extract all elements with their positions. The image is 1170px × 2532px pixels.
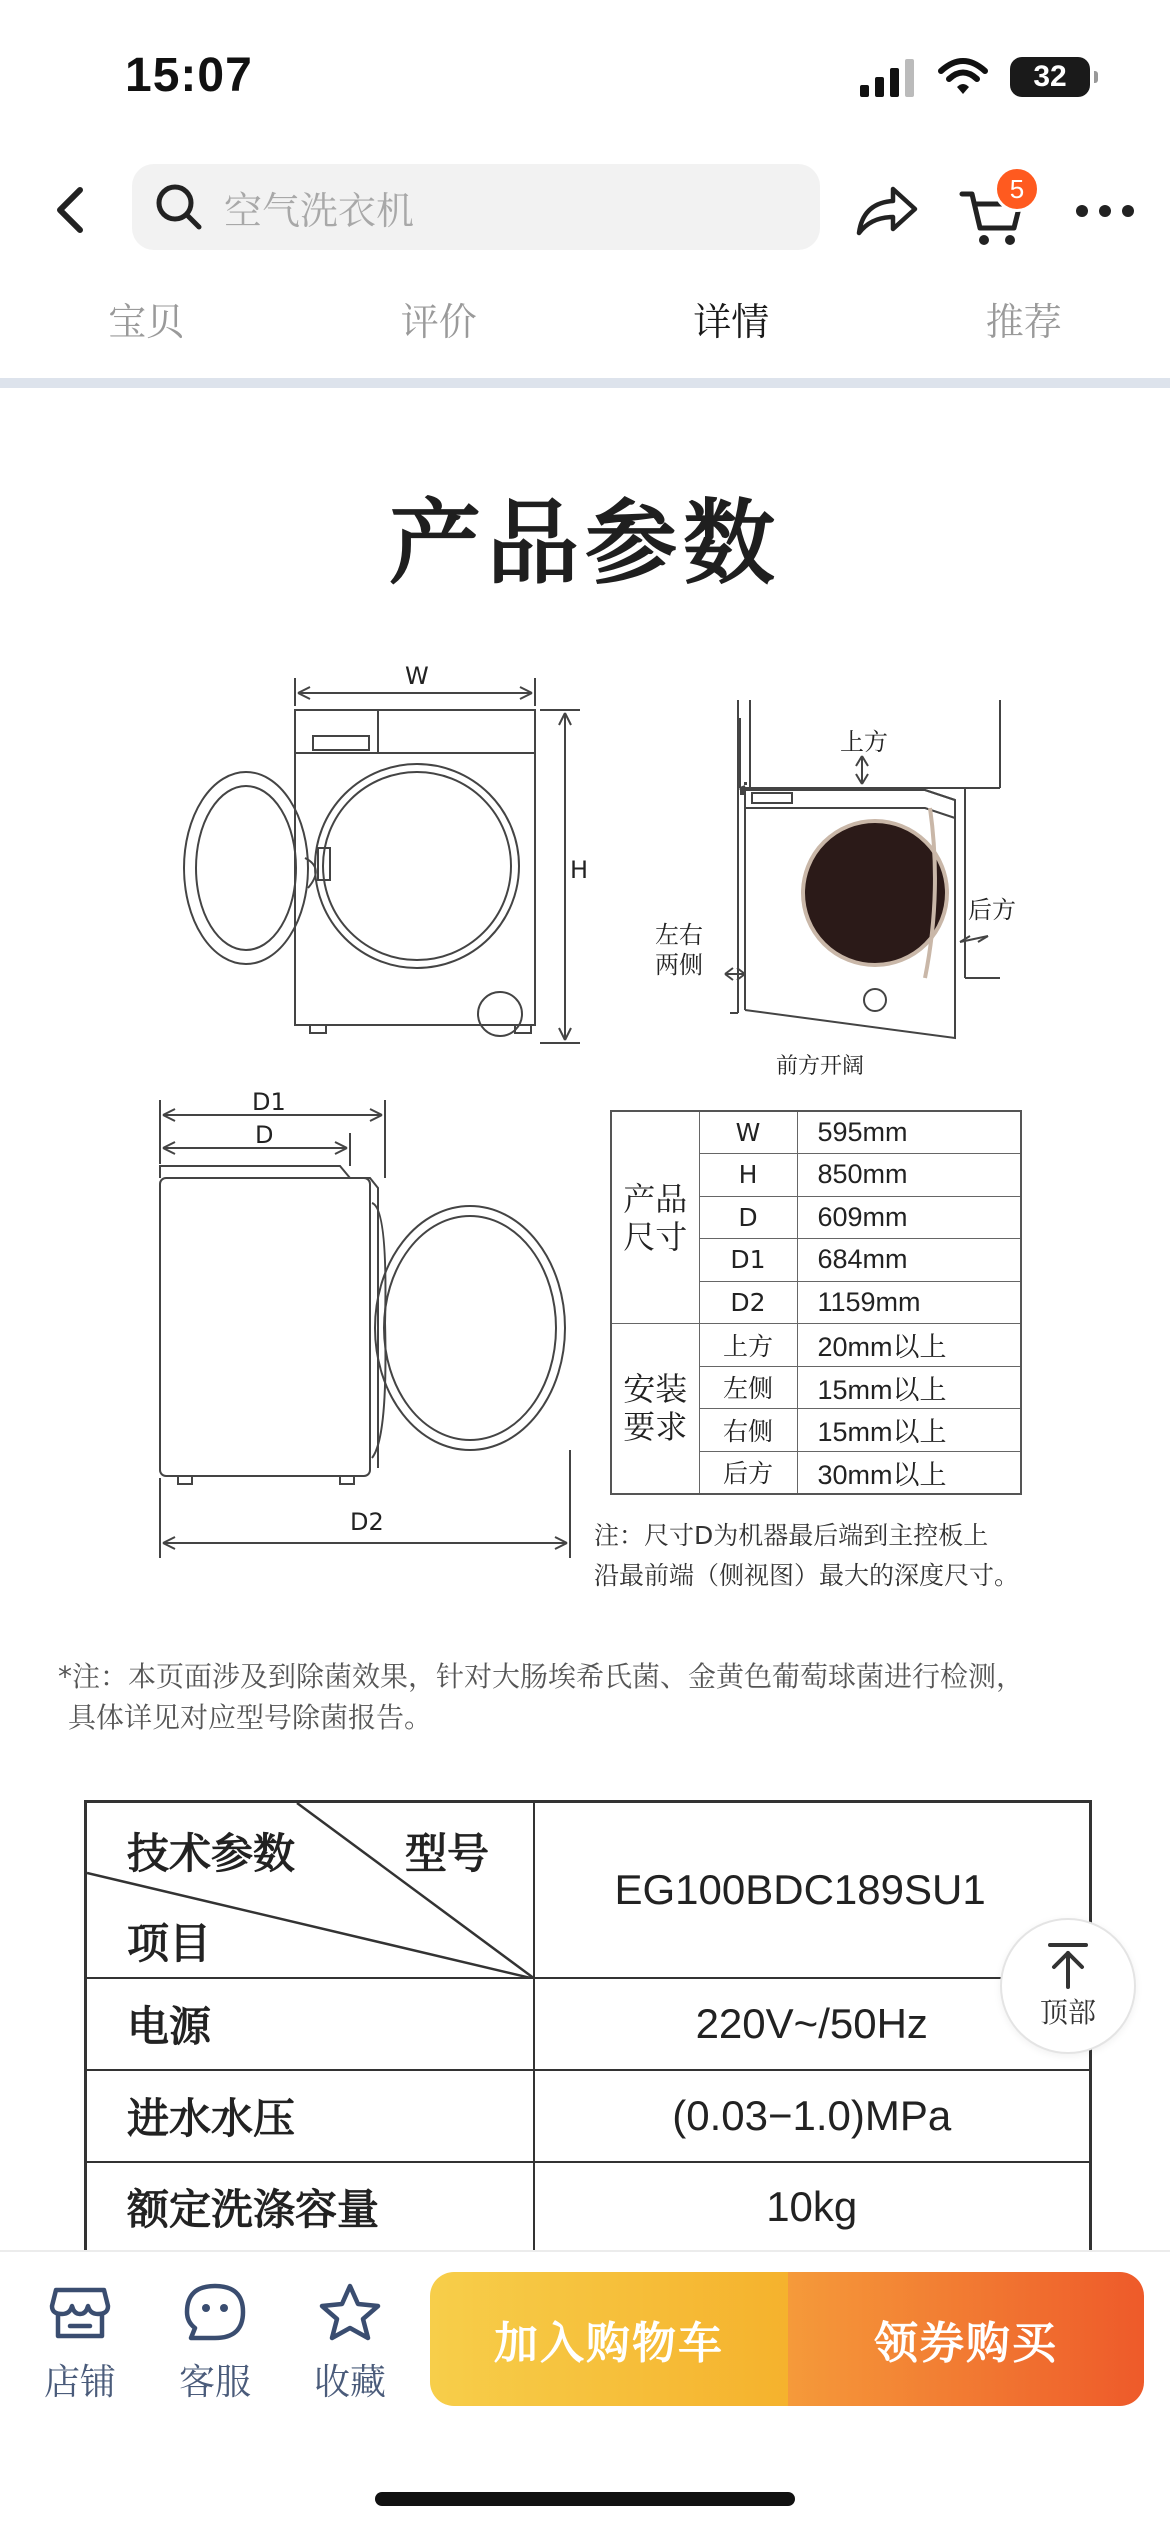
more-button[interactable] xyxy=(1070,186,1140,236)
search-icon xyxy=(154,182,204,232)
label-d1: D1 xyxy=(252,1088,286,1116)
customer-service-button[interactable] xyxy=(155,2282,275,2405)
row-label: 电源 xyxy=(86,1978,534,2070)
spec-key: D xyxy=(699,1196,797,1239)
scroll-to-top-label: 顶部 xyxy=(1039,1996,1096,2029)
tech-spec-table xyxy=(84,1800,1092,2250)
page-title: 产品参数 xyxy=(388,490,781,597)
back-button[interactable] xyxy=(40,180,100,240)
top-nav xyxy=(0,160,1170,260)
shop-label: 店铺 xyxy=(43,2362,116,2403)
dimension-note xyxy=(594,1516,1034,1596)
label-back: 后方 xyxy=(968,896,1016,924)
search-placeholder: 空气洗衣机 xyxy=(224,188,415,233)
favorite-label: 收藏 xyxy=(313,2362,386,2403)
install-group-label: 安装 要求 xyxy=(611,1324,699,1494)
tab-divider xyxy=(0,378,1170,388)
tab-details[interactable]: 详情 xyxy=(693,300,770,344)
status-icons xyxy=(860,52,1090,102)
customer-service-label: 客服 xyxy=(178,2362,251,2403)
disclaimer-line: *注：本页面涉及到除菌效果，针对大肠埃希氏菌、金黄色葡萄球菌进行检测， xyxy=(58,1660,1025,1693)
bottom-action-bar xyxy=(0,2250,1170,2532)
spec-value: 609mm xyxy=(797,1196,1021,1239)
home-indicator xyxy=(375,2492,795,2506)
label-h: H xyxy=(570,856,589,884)
table-header-cell xyxy=(86,1802,534,1978)
purchase-actions xyxy=(430,2272,1144,2406)
spec-key: 上方 xyxy=(699,1324,797,1367)
spec-value: 20mm以上 xyxy=(797,1324,1021,1367)
battery-level: 32 xyxy=(1033,60,1067,93)
label-sides-2: 两侧 xyxy=(655,951,703,979)
size-group-label: 产品 尺寸 xyxy=(611,1111,699,1324)
signal-icon xyxy=(860,57,916,97)
header-param: 技术参数 xyxy=(127,1829,296,1878)
tab-recommend[interactable]: 推荐 xyxy=(985,300,1062,344)
cart-count-badge: 5 xyxy=(994,166,1040,212)
note-line: 注：尺寸D为机器最后端到主控板上 xyxy=(594,1521,989,1550)
spec-value: 15mm以上 xyxy=(797,1409,1021,1452)
header-item: 项目 xyxy=(127,1919,212,1968)
favorite-button[interactable] xyxy=(290,2282,410,2405)
row-label: 额定洗涤容量 xyxy=(86,2162,534,2251)
label-w: W xyxy=(405,662,429,690)
more-icon xyxy=(1075,204,1135,218)
coupon-buy-button[interactable]: 领券购买 xyxy=(788,2272,1144,2406)
row-value: 220V~/50Hz xyxy=(534,1978,1091,2070)
header-model: 型号 xyxy=(405,1829,490,1878)
scroll-to-top-button[interactable] xyxy=(1000,1918,1136,2054)
shop-icon xyxy=(48,2282,112,2342)
label-top: 上方 xyxy=(840,728,888,756)
share-button[interactable] xyxy=(852,176,922,246)
table-header-row xyxy=(86,1802,1091,1978)
star-icon xyxy=(318,2282,382,2342)
tab-reviews[interactable]: 评价 xyxy=(400,300,477,344)
table-row xyxy=(86,2070,1091,2162)
spec-key: 左侧 xyxy=(699,1366,797,1409)
spec-value: 850mm xyxy=(797,1154,1021,1197)
status-time: 15:07 xyxy=(125,49,253,102)
spec-value: 595mm xyxy=(797,1111,1021,1154)
label-front: 前方开阔 xyxy=(776,1054,865,1079)
sterilization-disclaimer xyxy=(58,1656,1138,1738)
spec-key: D2 xyxy=(699,1281,797,1324)
section-tabs xyxy=(0,282,1170,362)
cart-button[interactable] xyxy=(958,172,1038,252)
label-sides-1: 左右 xyxy=(655,921,703,949)
battery-icon xyxy=(1010,57,1090,97)
spec-key: D1 xyxy=(699,1239,797,1282)
chat-smile-icon xyxy=(183,2282,247,2342)
note-line: 沿最前端（侧视图）最大的深度尺寸。 xyxy=(594,1561,1020,1590)
add-to-cart-button[interactable]: 加入购物车 xyxy=(430,2272,788,2406)
label-d: D xyxy=(255,1121,274,1149)
model-number: EG100BDC189SU1 xyxy=(534,1802,1091,1978)
dimension-spec-table xyxy=(610,1110,1022,1495)
tab-item[interactable]: 宝贝 xyxy=(108,300,185,344)
row-label: 进水水压 xyxy=(86,2070,534,2162)
spec-key: W xyxy=(699,1111,797,1154)
share-icon xyxy=(855,183,919,239)
table-row xyxy=(86,2162,1091,2251)
table-row xyxy=(86,1978,1091,2070)
wifi-icon xyxy=(938,57,988,97)
table-row xyxy=(611,1324,1021,1367)
arrow-up-icon xyxy=(1046,1941,1090,1989)
detail-content xyxy=(0,388,1170,2250)
search-input[interactable] xyxy=(132,164,820,250)
row-value: (0.03−1.0)MPa xyxy=(534,2070,1091,2162)
disclaimer-line: 具体详见对应型号除菌报告。 xyxy=(68,1701,433,1734)
spec-key: 后方 xyxy=(699,1451,797,1494)
spec-key: H xyxy=(699,1154,797,1197)
spec-value: 684mm xyxy=(797,1239,1021,1282)
spec-value: 30mm以上 xyxy=(797,1451,1021,1494)
spec-value: 1159mm xyxy=(797,1281,1021,1324)
shop-button[interactable] xyxy=(20,2282,140,2405)
spec-key: 右侧 xyxy=(699,1409,797,1452)
row-value: 10kg xyxy=(534,2162,1091,2251)
chevron-left-icon xyxy=(50,185,90,235)
spec-value: 15mm以上 xyxy=(797,1366,1021,1409)
table-row xyxy=(611,1111,1021,1154)
label-d2: D2 xyxy=(350,1508,384,1536)
status-bar xyxy=(0,0,1170,150)
